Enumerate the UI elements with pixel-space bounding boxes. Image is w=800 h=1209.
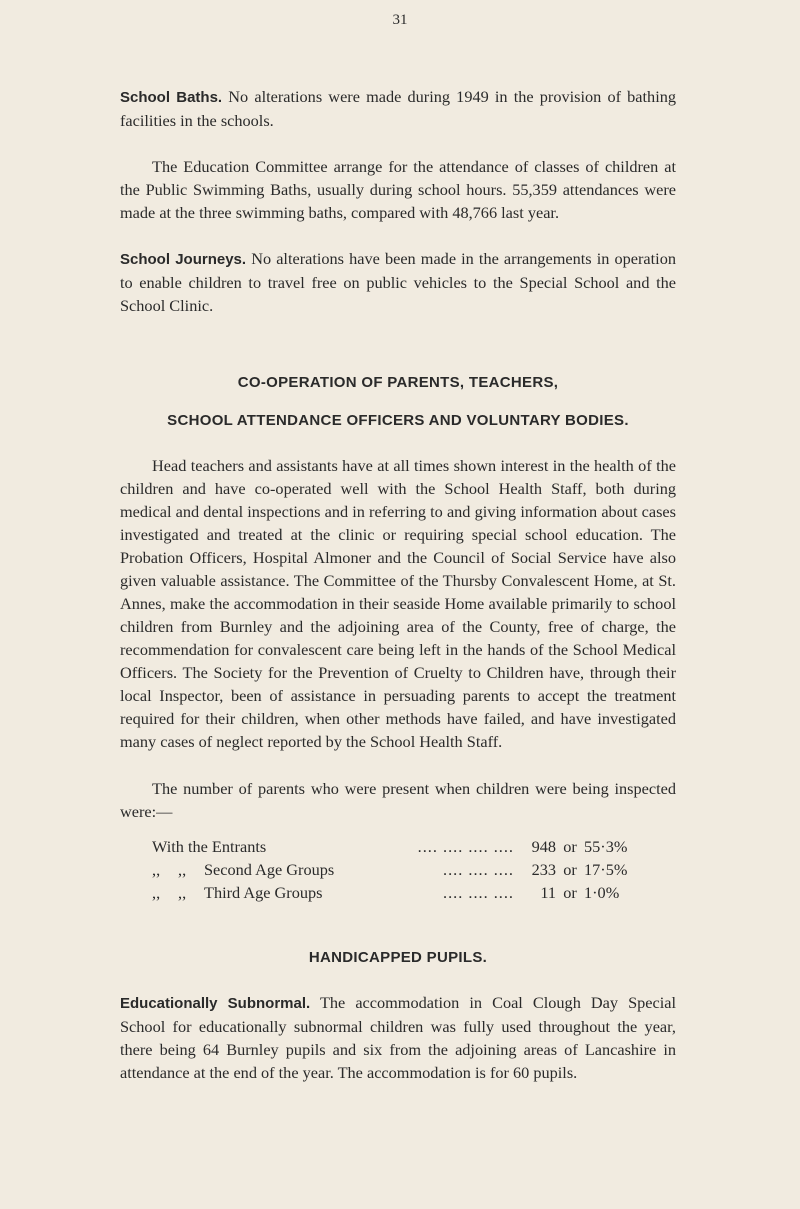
parents-intro: The number of parents who were present when children were being inspected were:—: [120, 779, 676, 821]
handicapped-heading: HANDICAPPED PUPILS.: [308, 949, 488, 966]
cooperation-heading-line1: CO-OPERATION OF PARENTS, TEACHERS,: [237, 374, 559, 391]
stat-count: 948: [531, 837, 556, 856]
ditto-mark: ,,: [178, 860, 187, 879]
stat-label-group: [152, 858, 376, 881]
educationally-subnormal-title: Educationally Subnormal.: [120, 995, 311, 1012]
stat-row-third-age: [152, 881, 676, 904]
school-journeys-title: School Journeys.: [120, 251, 247, 268]
school-baths-text: No alterations were made during 1949 in the provision of bathing facilities in the schools.: [120, 87, 677, 130]
page-number: 31: [392, 12, 408, 28]
swimming-baths-paragraph: The Education Committee arrange for the attendance of classes of children at the Public Swimming Baths, usually during school hours. 55,359 attendances were made at the three swimming baths, compared with 48,766 last year.: [120, 157, 676, 222]
stat-count: 11: [540, 883, 556, 902]
stat-leader-dots: .... .... ....: [443, 883, 514, 902]
stat-leader-dots: .... .... .... ....: [417, 837, 514, 856]
school-journeys-paragraph: [120, 247, 676, 317]
stat-row-second-age: [152, 858, 676, 881]
ditto-mark: ,,: [152, 883, 161, 902]
stat-percent: 17·5%: [584, 860, 628, 879]
stat-count: 233: [531, 860, 556, 879]
ditto-mark: ,,: [178, 883, 187, 902]
school-journeys-text: No alterations have been made in the arrangements in operation to enable children to travel free on public vehicles to the Special School and the School Clinic.: [120, 249, 676, 315]
school-baths-title: School Baths.: [120, 89, 223, 106]
parents-attendance-list: [120, 835, 676, 904]
stat-percent: 55·3%: [584, 837, 628, 856]
cooperation-paragraph: Head teachers and assistants have at all times shown interest in the health of the children and have co-operated well with the School Health Staff, both during medical and dental inspections and in referring to and giving information about cases investigated and treated at the clinic or requiring special school education. The Probation Officers, Hospital Almoner and the Council of Social Service have also given valuable assistance. The Committee of the Thursby Convalescent Home, at St. Annes, make the accommodation in their seaside Home available primarily to school children from Burnley and the adjoining area of the County, free of charge, the recommendation for convalescent care being left in the hands of the School Medical Officers. The Society for the Prevention of Cruelty to Children have, through their local Inspector, been of assistance in persuading parents to accept the treatment required for their children, when other methods have failed, and have investigated many cases of neglect reported by the School Health Staff.: [120, 456, 676, 751]
stat-label: Second Age Groups: [204, 860, 335, 879]
stat-label: Third Age Groups: [204, 883, 323, 902]
stat-leader-dots: .... .... ....: [443, 860, 514, 879]
cooperation-heading-line2: SCHOOL ATTENDANCE OFFICERS AND VOLUNTARY BODIES.: [167, 412, 629, 429]
stat-label-group: [152, 881, 376, 904]
stat-percent: 1·0%: [584, 883, 620, 902]
educationally-subnormal-paragraph: [120, 991, 676, 1084]
stat-or: or: [563, 837, 577, 856]
stat-or: or: [563, 883, 577, 902]
stat-or: or: [563, 860, 577, 879]
ditto-mark: ,,: [152, 860, 161, 879]
stat-label: With the Entrants: [152, 837, 267, 856]
page-content: [120, 85, 676, 1084]
school-baths-paragraph: [120, 85, 676, 132]
educationally-subnormal-text: The accommodation in Coal Clough Day Special School for educationally subnormal children was fully used throughout the year, there being 64 Burnley pupils and six from the adjoining areas of Lancashire in attendance at the end of the year. The accommodation is for 60 pupils.: [120, 993, 676, 1082]
stat-row-entrants: [152, 835, 676, 858]
